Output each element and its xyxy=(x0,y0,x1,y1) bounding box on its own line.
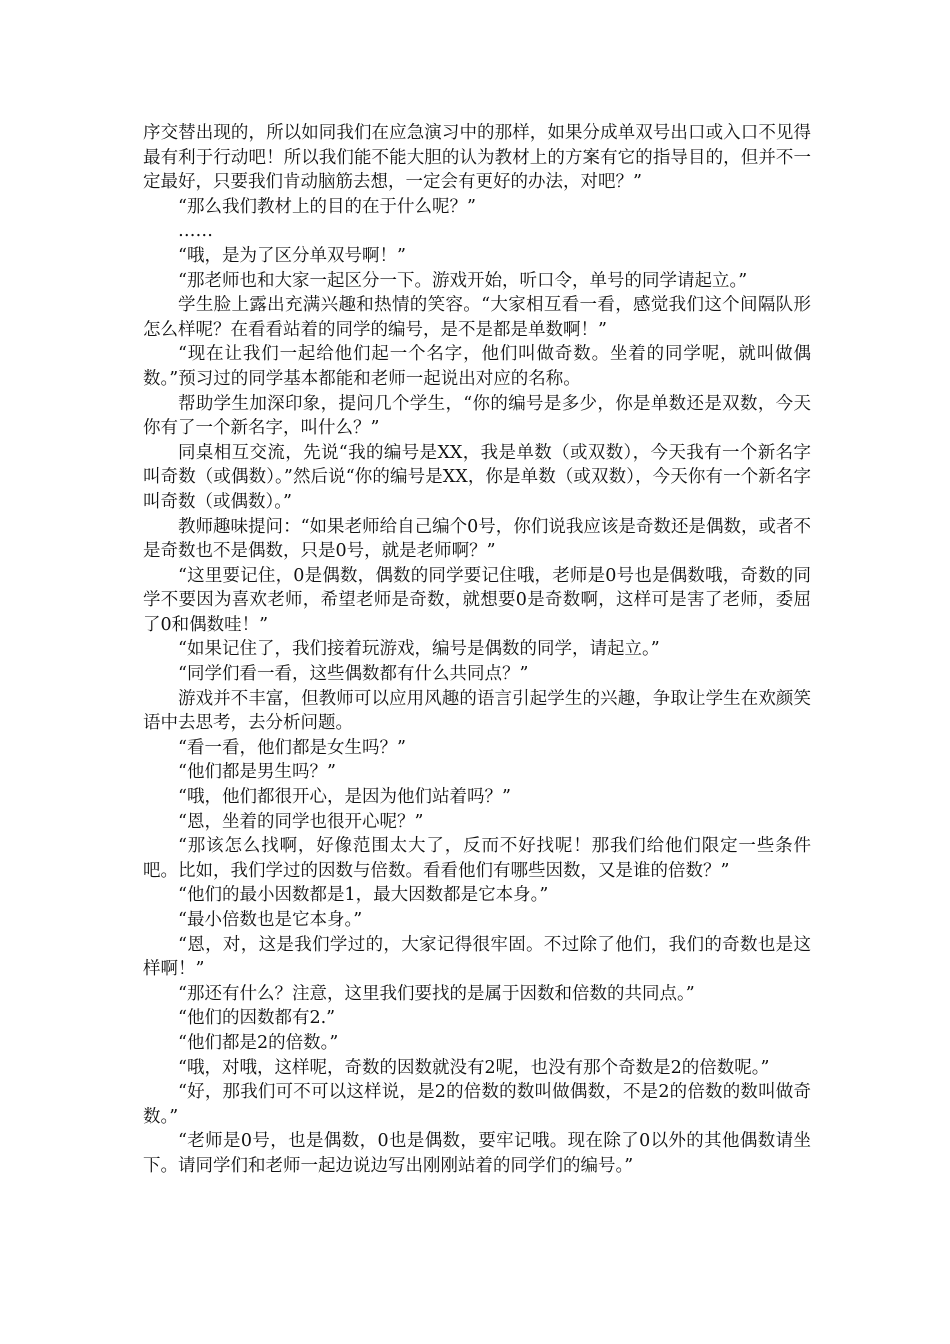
paragraph: “恩，对，这是我们学过的，大家记得很牢固。不过除了他们，我们的奇数也是这样啊！” xyxy=(143,934,811,980)
paragraph: “那该怎么找啊，好像范围太大了，反而不好找呢！那我们给他们限定一些条件吧。比如，我们学过的因数与倍数。看看他们有哪些因数，又是谁的倍数？” xyxy=(143,836,811,881)
paragraph: “他们的因数都有2.” xyxy=(178,1008,336,1029)
paragraph: “老师是0号，也是偶数，0也是偶数，要牢记哦。现在除了0以外的其他偶数请坐下。请同学们和老师一起边说边写出刚刚站着的同学们的编号。” xyxy=(143,1131,811,1176)
paragraph: “最小倍数也是它本身。” xyxy=(178,910,363,930)
paragraph: “同学们看一看，这些偶数都有什么共同点？” xyxy=(178,664,529,685)
paragraph: 序交替出现的，所以如同我们在应急演习中的那样，如果分成单双号出口或入口不见得最有利于行动吧！所以我们能不能大胆的认为教材上的方案有它的指导目的，但并不一定最好，只要我们肯动脑筋去想，一定会有更好的办法，对吧？” xyxy=(143,123,811,193)
paragraph: 游戏并不丰富，但教师可以应用风趣的语言引起学生的兴趣，争取让学生在欢颜笑语中去思考，去分析问题。 xyxy=(143,688,811,734)
paragraph: “哦，是为了区分单双号啊！” xyxy=(178,245,406,266)
paragraph: “恩，坐着的同学也很开心呢？” xyxy=(178,811,424,832)
paragraph: “那老师也和大家一起区分一下。游戏开始，听口令，单号的同学请起立。” xyxy=(178,270,748,291)
paragraph: “那还有什么？注意，这里我们要找的是属于因数和倍数的共同点。” xyxy=(178,983,695,1004)
paragraph: 教师趣味提问：“如果老师给自己编个0号，你们说我应该是奇数还是偶数，或者不是奇数也不是偶数，只是0号，就是老师啊？” xyxy=(143,516,811,562)
paragraph: “看一看，他们都是女生吗？” xyxy=(178,737,406,758)
paragraph: “他们都是2的倍数。” xyxy=(178,1032,339,1053)
paragraph: “他们的最小因数都是1，最大因数都是它本身。” xyxy=(178,885,549,906)
paragraph: “如果记住了，我们接着玩游戏，编号是偶数的同学，请起立。” xyxy=(178,639,660,660)
document-body xyxy=(143,121,811,1179)
paragraph: “他们都是男生吗？” xyxy=(178,762,336,783)
paragraph: “哦，对哦，这样呢，奇数的因数就没有2呢，也没有那个奇数是2的倍数呢。” xyxy=(178,1057,770,1078)
paragraph: “这里要记住，0是偶数，偶数的同学要记住哦，老师是0号也是偶数哦，奇数的同学不要因为喜欢老师，希望老师是奇数，就想要0是奇数啊，这样可是害了老师，委屈了0和偶数哇！” xyxy=(143,565,811,635)
paragraph: 学生脸上露出充满兴趣和热情的笑容。“大家相互看一看，感觉我们这个间隔队形怎么样呢？在看看站着的同学的编号，是不是都是单数啊！” xyxy=(143,295,811,340)
paragraph: 帮助学生加深印象，提问几个学生，“你的编号是多少，你是单数还是双数，今天你有了一个新名字，叫什么？” xyxy=(143,393,811,439)
paragraph: “哦，他们都很开心，是因为他们站着吗？” xyxy=(178,787,511,808)
paragraph: “那么我们教材上的目的在于什么呢？” xyxy=(178,196,476,217)
paragraph: 同桌相互交流，先说“我的编号是XX，我是单数（或双数），今天我有一个新名字叫奇数（或偶数）。”然后说“你的编号是XX，你是单数（或双数），今天你有一个新名字叫奇数（或偶数）。” xyxy=(143,442,811,512)
paragraph: “好，那我们可不可以这样说，是2的倍数的数叫做偶数，不是2的倍数的数叫做奇数。” xyxy=(143,1082,811,1127)
paragraph: “现在让我们一起给他们起一个名字，他们叫做奇数。坐着的同学呢，就叫做偶数。”预习过的同学基本都能和老师一起说出对应的名称。 xyxy=(143,344,811,389)
paragraph: …… xyxy=(178,221,213,242)
